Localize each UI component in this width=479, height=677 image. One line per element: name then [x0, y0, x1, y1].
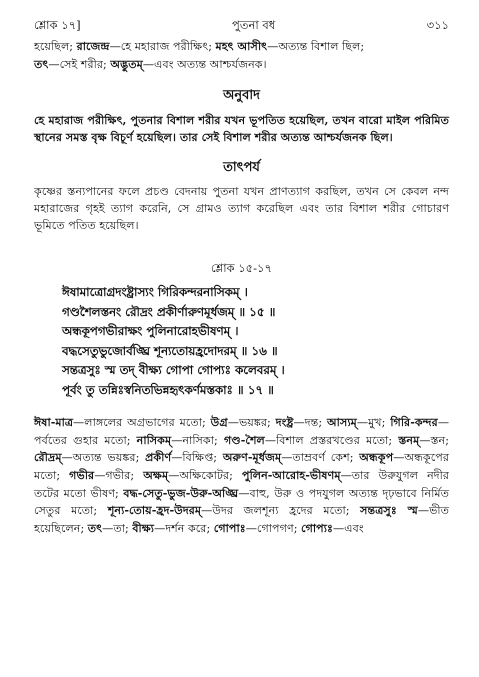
synonym-meaning: —তার উরুযুগল নদীর তটের মতো ভীষণ; — [34, 468, 449, 500]
synonym-term: স্তনম্ — [398, 432, 420, 447]
synonym-meaning: —বিশাল প্রস্তরখণ্ডের মতো; — [264, 433, 399, 447]
synonym-meaning: —অক্ষিকোটর; — [168, 468, 242, 482]
synonym-meaning: —অন্ধকূপের মতো; — [34, 451, 449, 482]
synonym-meaning: —তা; — [102, 521, 133, 535]
page-number: ৩১১ — [426, 18, 449, 32]
intro-text: —সেই শরীর; — [48, 57, 111, 71]
verse-line: অন্ধকূপগভীরাক্ষং পুলিনারোহভীষণম্ । — [62, 324, 239, 339]
synonym-term: রৌদ্রম্ — [34, 450, 62, 465]
synonym-meaning: —লাঙ্গলের অগ্রভাগের মতো; — [73, 416, 211, 430]
synonym-term: শূন্য-তোয়-হ্রদ-উদরম্ — [107, 503, 202, 518]
synonym-term: পুলিন-আরোহ-ভীষণম্ — [241, 467, 341, 482]
synonym-term: দংষ্ট্র — [275, 415, 294, 430]
synonym-meaning: —তাম্রবর্ণ কেশ; — [281, 451, 360, 465]
synonym-term: অক্ষম্ — [143, 467, 169, 482]
synonym-term: প্রকীর্ণ — [145, 450, 172, 465]
synonym-term: গোপ্যঃ — [301, 520, 333, 535]
synonym-term: ঈষা-মাত্র — [34, 415, 74, 430]
synonym-meaning: —বিক্ষিপ্ত; — [171, 451, 223, 465]
verse-line: সন্তত্রসুঃ স্ম তদ্ বীক্ষ্য গোপা গোপ্যঃ কলেবরম্ । — [62, 363, 285, 378]
intro-term: অদ্ভুতম্ — [110, 56, 143, 71]
verse-title: শ্লোক ১৫-১৭ — [211, 261, 272, 276]
synonym-term: উগ্র — [210, 415, 228, 430]
intro-term: তৎ — [34, 56, 49, 71]
synonym-term: গিরি-কন্দর — [390, 415, 438, 430]
intro-text: —হে মহারাজ পরীক্ষিৎ; — [109, 40, 216, 53]
synonym-meaning: —নাসিকা; — [171, 433, 224, 447]
header-title: পুতনা বধ — [232, 18, 276, 32]
synonym-term: আস্যম্ — [327, 415, 357, 430]
synonym-term: গণ্ড-শৈল — [223, 432, 265, 447]
page-header — [34, 14, 449, 36]
intro-term: রাজেন্দ্র — [76, 39, 110, 53]
verse-line: ঈষামাত্রোগ্রদংষ্ট্রাস্যং গিরিকন্দরনাসিকম্ । — [62, 285, 248, 300]
intro-text: —অত্যন্ত বিশাল ছিল; — [267, 40, 365, 53]
purport-text: কৃষ্ণের স্তন্যপানের ফলে প্রচণ্ড বেদনায় পুতনা যখন প্রাণত্যাগ করছিল, তখন সে কেবল নন্দ মহারাজের গৃহই ত্যাগ করেনি, সে গ্রামও ত্যাগ করেছিল এবং তার বিশাল শরীর গোচারণ ভূমিতে পতিত হয়েছিল। — [34, 185, 449, 232]
intro-text: হয়েছিল; — [34, 40, 77, 53]
synonym-term: বীক্ষ্য — [132, 520, 155, 535]
synonym-meaning: —দন্ত; — [293, 416, 327, 430]
verse-block — [34, 283, 449, 400]
synonym-meaning: —মুখ; — [356, 416, 391, 430]
synonym-meaning: —এবং — [332, 521, 364, 535]
purport-heading: তাৎপর্য — [223, 160, 260, 176]
synonym-meaning: —উদর জলশূন্য হ্রদের মতো; — [201, 504, 361, 518]
translation-text: হে মহারাজ পরীক্ষিৎ, পুতনার বিশাল শরীর যখন ভূপতিত হয়েছিল, তখন বারো মাইল পরিমিত স্থানের সমস্ত বৃক্ষ বিচূর্ণ হয়েছিল। তার সেই বিশাল শরীর অত্যন্ত আশ্চর্যজনক ছিল। — [34, 113, 449, 144]
synonym-term: বদ্ধ-সেতু-ভুজ-উরু-অঙ্ঘ্রি — [123, 485, 239, 500]
synonym-meaning: —গভীর; — [94, 468, 144, 482]
intro-term: মহৎ আসীৎ — [215, 39, 268, 53]
synonym-meaning: —অত্যন্ত ভয়ঙ্কর; — [61, 451, 146, 465]
synonym-meaning: —গোপগণ; — [245, 521, 302, 535]
verse-line: গণ্ডশৈলস্তনং রৌদ্রং প্রকীর্ণারুণমূর্ধজম্ ॥ ১৫ ॥ — [62, 304, 276, 319]
synonym-term: সন্তত্রসুঃ স্ম — [360, 503, 418, 518]
synonym-term: গোপাঃ — [213, 520, 246, 535]
synonym-meaning: —ভয়ঙ্কর; — [227, 416, 276, 430]
synonyms-paragraph — [34, 414, 449, 537]
synonym-term: নাসিকম্ — [136, 432, 172, 447]
verse-line: পূর্বং তু তন্নিঃস্বনিতভিন্নহৃৎকর্ণমস্তকাঃ ॥ ১৭ ॥ — [62, 382, 274, 397]
translation-heading: অনুবাদ — [223, 88, 260, 104]
header-left: শ্লোক ১৭] — [34, 18, 81, 32]
synonym-term: গভীর — [69, 467, 95, 482]
synonym-term: তৎ — [87, 520, 103, 535]
synonym-meaning: —ভীত হয়েছিলেন; — [34, 504, 449, 535]
synonym-meaning: —দর্শন করে; — [154, 521, 214, 535]
intro-text: —এবং অত্যন্ত আশ্চর্যজনক। — [142, 57, 267, 71]
intro-synonyms — [34, 38, 449, 73]
synonym-meaning: —স্তন; — [419, 433, 449, 447]
synonym-term: অরুণ-মূর্ধজম্ — [222, 450, 282, 465]
verse-line: বদ্ধসেতুভুজোর্বঙ্ঘ্রি শূন্যতোয়হ্রদোদরম্ ॥ ১৬ ॥ — [62, 343, 278, 358]
synonym-meaning: —পর্বতের গুহার মতো; — [34, 416, 450, 447]
synonym-meaning: —বাহু, উরু ও পদযুগল অত্যন্ত দৃঢ়ভাবে নির্মিত সেতুর মতো; — [34, 486, 449, 518]
synonym-term: অন্ধকূপ — [359, 450, 394, 465]
